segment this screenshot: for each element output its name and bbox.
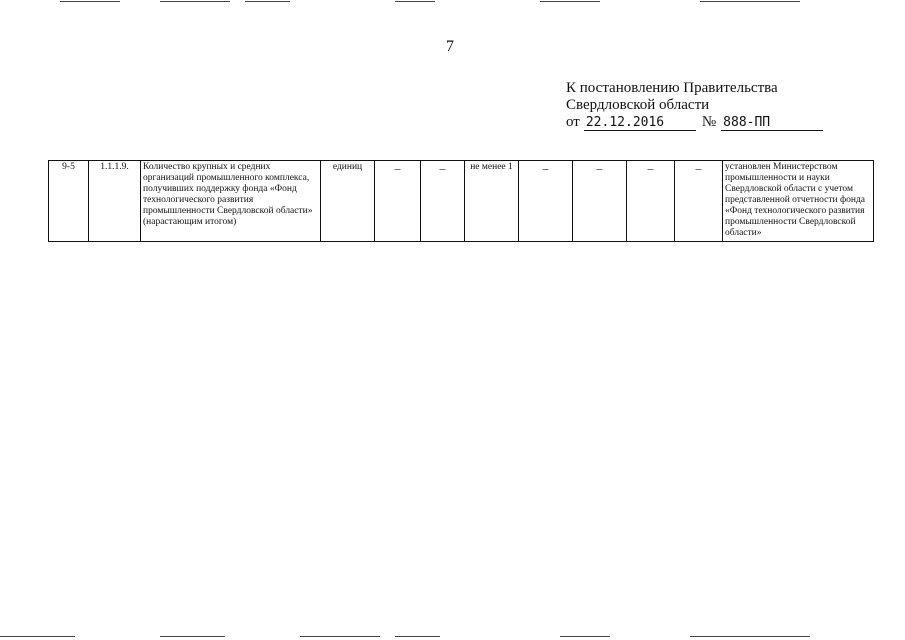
reference-date: 22.12.2016 — [584, 115, 696, 131]
number-sign: № — [701, 114, 717, 130]
header-line-1: К постановлению Правительства — [566, 80, 778, 96]
unit-cell: единиц — [321, 161, 375, 242]
scan-edge-line — [0, 636, 75, 637]
value-cell-7: – — [675, 161, 723, 242]
value-cell-2: – — [421, 161, 465, 242]
row-code-cell: 1.1.1.9. — [89, 161, 141, 242]
value-cell-3: не менее 1 — [465, 161, 519, 242]
scan-edge-line — [690, 636, 810, 637]
reference-number: 888-ПП — [721, 115, 823, 131]
row-index-cell: 9-5 — [49, 161, 89, 242]
indicator-table — [48, 160, 874, 242]
document-reference-header — [566, 80, 826, 131]
value-cell-6: – — [627, 161, 675, 242]
scan-edge-line — [60, 1, 120, 2]
scan-edge-line — [245, 1, 290, 2]
scan-edge-line — [700, 1, 800, 2]
value-cell-1: – — [375, 161, 421, 242]
table-row — [49, 161, 874, 242]
page-number: 7 — [446, 38, 454, 55]
source-cell: установлен Министерством промышленности и науки Свердловской области с учетом представленной отчетности фонда «Фонд технологического развития промышленности Свердловской области» — [723, 161, 874, 242]
reference-line — [566, 114, 826, 131]
scan-edge-line — [540, 1, 600, 2]
scan-edge-line — [160, 1, 230, 2]
scan-edge-line — [395, 636, 440, 637]
scan-edge-line — [160, 636, 225, 637]
scan-edge-line — [560, 636, 610, 637]
indicator-name-cell: Количество крупных и средних организаций промышленного комплекса, получивших поддержку фонда «Фонд технологического развития промышленности Свердловской области» (нарастающим итогом) — [141, 161, 321, 242]
scan-edge-line — [300, 636, 380, 637]
value-cell-5: – — [573, 161, 627, 242]
from-label: от — [566, 114, 580, 130]
header-line-2: Свердловской области — [566, 97, 710, 113]
value-cell-4: – — [519, 161, 573, 242]
scan-edge-line — [395, 1, 435, 2]
